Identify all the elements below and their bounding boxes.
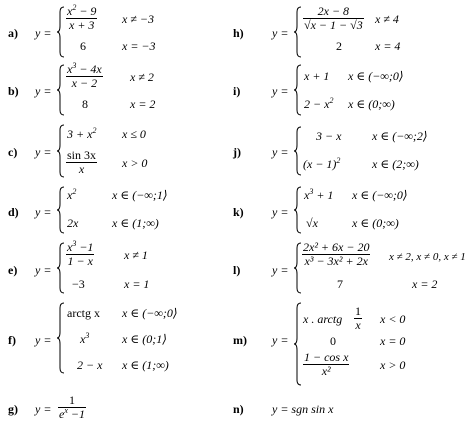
value-k2: √x	[306, 216, 318, 230]
expression-n: y = sgn sin x	[272, 402, 334, 416]
label-h: h)	[233, 26, 244, 40]
cond-c2: x > 0	[122, 156, 148, 170]
fraction-a: $\frac{x^2 - 9}{x + 3}$	[67, 3, 97, 32]
value-k1: $x^3 + 1$	[304, 187, 334, 202]
cond-a2: x = −3	[122, 39, 156, 53]
brace-l	[294, 242, 302, 294]
cond-m3: x > 0	[380, 358, 406, 372]
brace-k	[294, 186, 302, 234]
cond-l1: x ≠ 2, x ≠ 0, x ≠ 1	[389, 251, 466, 263]
eq-prefix-m: y =	[272, 333, 289, 347]
eq-prefix-e: y =	[35, 263, 52, 277]
cond-f3: x ∈ (1;∞)	[122, 358, 169, 372]
label-c: c)	[8, 145, 18, 159]
eq-prefix-c: y =	[35, 145, 52, 159]
label-b: b)	[8, 84, 19, 98]
value-e2: −3	[72, 277, 85, 291]
value-f2: $x^3$	[80, 331, 90, 346]
cond-j1: x ∈ (−∞;2⟩	[372, 129, 428, 143]
fraction-b: $\frac{x^3 - 4x}{x - 2}$	[67, 61, 102, 90]
brace-e	[57, 242, 65, 294]
cond-e2: x = 1	[124, 277, 150, 291]
value-d2: 2x	[67, 216, 79, 230]
label-d: d)	[8, 205, 19, 219]
value-h2: 2	[336, 39, 342, 53]
eq-prefix-k: y =	[272, 205, 289, 219]
eq-prefix-d: y =	[35, 205, 52, 219]
brace-a	[57, 6, 65, 58]
cond-f1: x ∈ (−∞;0⟩	[122, 306, 178, 320]
value-m1-prefix: x . arctg	[303, 312, 343, 326]
fraction-e: $\frac{x^3 -1}{1 - x}$	[67, 239, 94, 268]
cond-d1: x ∈ (−∞;1⟩	[112, 188, 168, 202]
value-m2: 0	[330, 334, 336, 348]
brace-c	[57, 124, 65, 178]
value-f1: arctg x	[67, 306, 100, 320]
value-i2: $2 - x^2$	[304, 96, 334, 111]
value-j2: $(x - 1)^2$	[303, 156, 341, 171]
eq-prefix-h: y =	[272, 26, 289, 40]
cond-e1: x ≠ 1	[124, 248, 148, 262]
eq-prefix-i: y =	[272, 84, 289, 98]
cond-k1: x ∈ (−∞;0⟩	[352, 188, 408, 202]
cond-d2: x ∈ (1;∞)	[112, 216, 159, 230]
fraction-c: $\frac{\sin 3x}{x}$	[67, 148, 97, 176]
eq-prefix-l: y =	[272, 263, 289, 277]
label-a: a)	[8, 26, 18, 40]
brace-f	[57, 302, 65, 374]
value-f3: 2 − x	[77, 358, 103, 372]
value-a2: 6	[80, 39, 86, 53]
cond-i1: x ∈ (−∞;0⟩	[348, 69, 404, 83]
label-i: i)	[233, 84, 241, 98]
fraction-l: $\frac{\text{2x² + 6x − 20}}{\text{x³ − 3x² + 2x}}$	[303, 240, 370, 268]
label-n: n)	[233, 402, 244, 416]
cond-f2: x ∈ (0;1⟩	[122, 332, 167, 346]
fraction-m3: $\frac{\text{1 − cos x}}{\text{x²}}$	[304, 350, 349, 378]
cond-k2: x ∈ (0;∞)	[352, 216, 399, 230]
fraction-g: $\frac{1}{e^x -1}$	[59, 393, 85, 421]
cond-h1: x ≠ 4	[375, 12, 399, 26]
cond-j2: x ∈ (2;∞)	[372, 157, 419, 171]
label-m: m)	[233, 333, 247, 347]
brace-m	[294, 302, 302, 386]
eq-prefix-f: y =	[35, 333, 52, 347]
fraction-h: $\frac{2x - 8}{√x - 1 - √3}$	[304, 4, 363, 32]
label-e: e)	[8, 263, 18, 277]
cond-a1: x ≠ −3	[122, 12, 155, 26]
cond-i2: x ∈ (0;∞)	[348, 97, 395, 111]
label-j: j)	[233, 145, 241, 159]
value-i1: x + 1	[304, 69, 330, 83]
eq-prefix-b: y =	[35, 84, 52, 98]
value-b2: 8	[82, 97, 88, 111]
cond-l2: x = 2	[412, 277, 438, 291]
brace-h	[294, 6, 302, 58]
brace-b	[57, 64, 65, 116]
label-g: g)	[8, 402, 18, 416]
value-d1: $x^2$	[67, 187, 77, 202]
cond-m1: x < 0	[380, 312, 406, 326]
eq-prefix-a: y =	[35, 26, 52, 40]
value-l2: 7	[337, 277, 343, 291]
label-f: f)	[8, 333, 16, 347]
cond-b2: x = 2	[130, 97, 156, 111]
value-j1: 3 − x	[316, 129, 342, 143]
cond-m2: x = 0	[380, 334, 406, 348]
brace-d	[57, 186, 65, 234]
eq-prefix-j: y =	[272, 145, 289, 159]
brace-i	[294, 64, 302, 116]
cond-c1: x ≤ 0	[122, 127, 146, 141]
fraction-m1: $\frac{1}{x}$	[355, 304, 361, 332]
label-k: k)	[233, 205, 244, 219]
cond-h2: x = 4	[375, 39, 401, 53]
label-l: l)	[233, 263, 241, 277]
brace-j	[294, 126, 302, 176]
eq-prefix-g: y =	[35, 402, 52, 416]
cond-b1: x ≠ 2	[130, 70, 154, 84]
value-c1: $3 + x^2$	[67, 126, 97, 141]
